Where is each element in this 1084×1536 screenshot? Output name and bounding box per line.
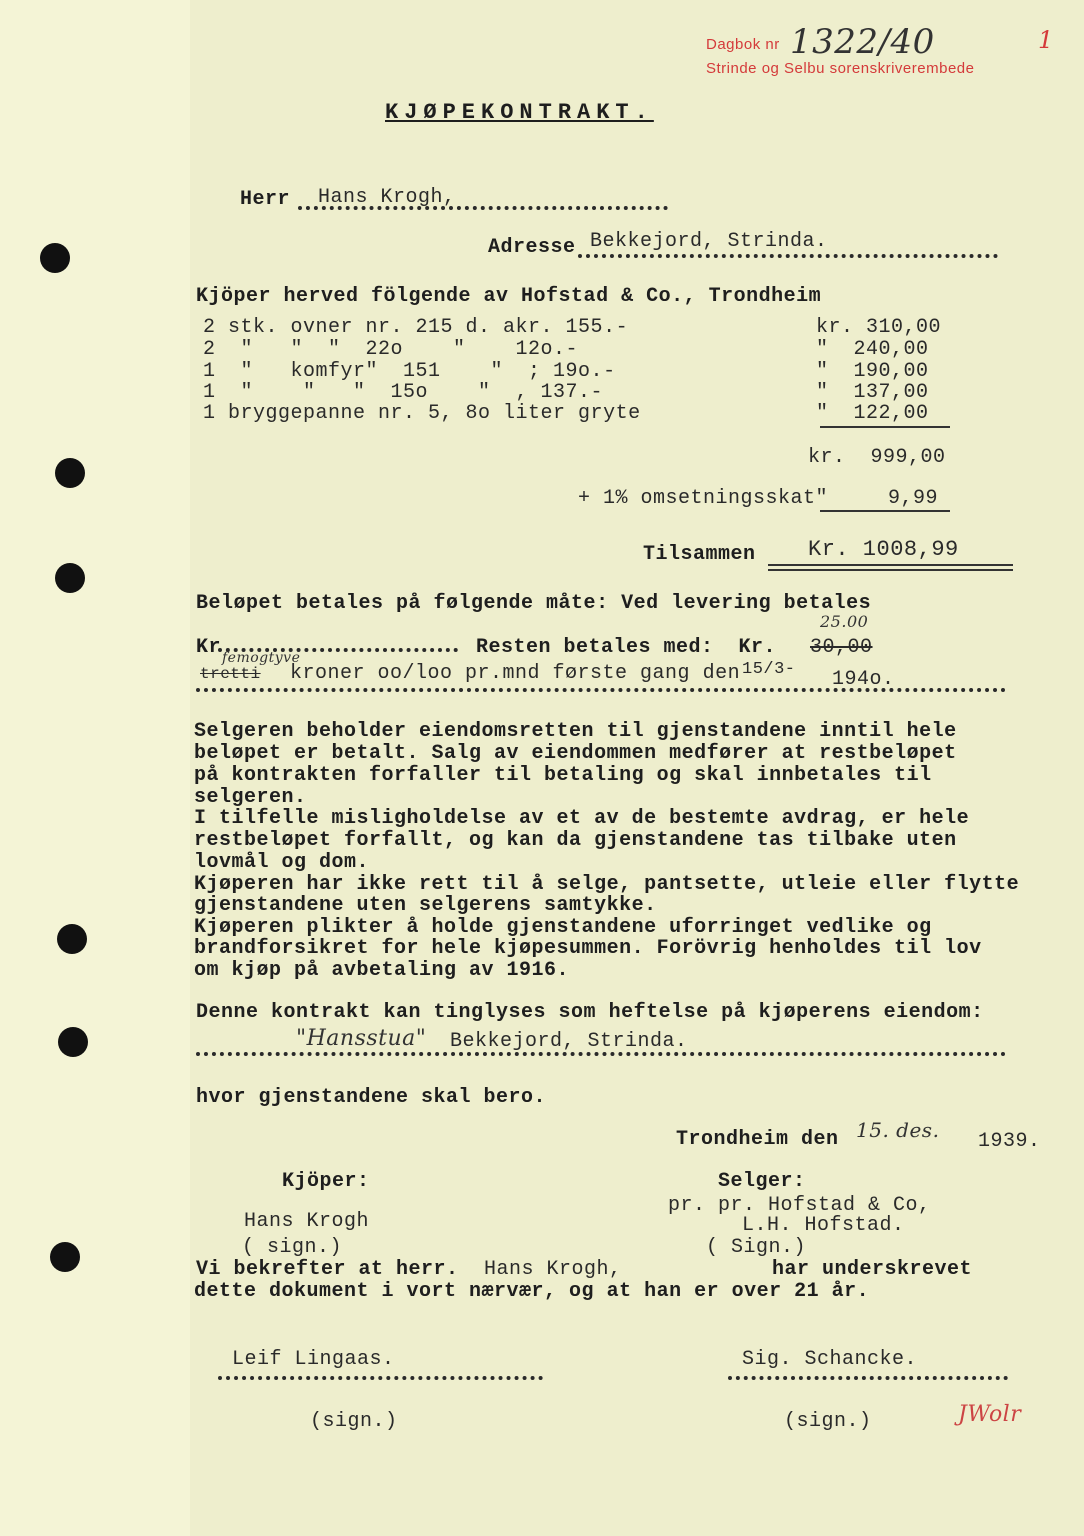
- signing-date: 15. des.: [856, 1118, 940, 1142]
- item-amount: " 137,00: [816, 381, 929, 404]
- total-value: Kr. 1008,99: [808, 537, 959, 562]
- terms-line: I tilfelle misligholdelse av et av de bestemte avdrag, er hele: [194, 807, 970, 830]
- buyer-name: Hans Krogh,: [318, 186, 456, 209]
- address-label: Adresse: [488, 236, 576, 259]
- terms-line: lovmål og dom.: [194, 851, 370, 874]
- terms-line: beløpet er betalt. Salg av eiendommen medfører at restbeløpet: [194, 742, 957, 765]
- kr-label: Kr: [196, 636, 222, 659]
- purchase-intro: Kjöper herved fölgende av Hofstad & Co., Trondheim: [196, 285, 822, 308]
- stamp-dagbok-label: Dagbok nr: [706, 36, 780, 53]
- handwritten-amount: 25.00: [820, 612, 869, 631]
- item-amount: " 240,00: [816, 338, 929, 361]
- buyer-signature-name: Hans Krogh: [244, 1210, 370, 1233]
- left-margin: [0, 0, 190, 1536]
- property-name: "Hansstua": [296, 1026, 427, 1051]
- witness1-name: Leif Lingaas.: [232, 1348, 395, 1371]
- address-value: Bekkejord, Strinda.: [590, 230, 828, 253]
- item-line: 1 bryggepanne nr. 5, 8o liter gryte: [203, 402, 641, 425]
- herr-label: Herr: [240, 188, 291, 211]
- property-address: Bekkejord, Strinda.: [450, 1030, 688, 1053]
- dotted-line: [578, 254, 998, 258]
- terms-line: Kjøperen plikter å holde gjenstandene uforringet vedlike og: [194, 916, 932, 939]
- document-title: KJØPEKONTRAKT.: [385, 100, 654, 125]
- rule-line: [820, 510, 950, 512]
- place-label: Trondheim den: [676, 1128, 839, 1151]
- item-amount: kr. 310,00: [816, 316, 942, 339]
- payment-terms: kroner oo/loo pr.mnd første gang den: [290, 662, 741, 685]
- storage-line: hvor gjenstandene skal bero.: [196, 1086, 547, 1109]
- dotted-line: [728, 1376, 1008, 1380]
- buyer-label: Kjöper:: [282, 1170, 370, 1193]
- dotted-line: [218, 1376, 543, 1380]
- buyer-sign-note: ( sign.): [242, 1236, 343, 1259]
- first-payment-date: 15/3-: [742, 660, 796, 679]
- punch-hole-5: [58, 1027, 88, 1057]
- item-line: 1 " " " 15o " , 137.-: [203, 381, 604, 404]
- seller-sign-note: ( Sign.): [706, 1236, 807, 1259]
- terms-line: Kjøperen har ikke rett til å selge, pantsette, utleie eller flytte: [194, 873, 1020, 896]
- dotted-line: [196, 688, 1006, 692]
- terms-line: selgeren.: [194, 786, 307, 809]
- witness1-sign-note: (sign.): [310, 1410, 398, 1433]
- total-underline: [768, 569, 1013, 571]
- item-line: 1 " komfyr" 151 " ; 19o.-: [203, 360, 616, 383]
- dotted-line: [298, 206, 668, 210]
- rest-label: Resten betales med: Kr.: [476, 636, 777, 659]
- tax-amount: 9,99: [888, 487, 939, 510]
- witness-line1c: har underskrevet: [772, 1258, 973, 1281]
- stamp-number: 1322/40: [790, 22, 935, 62]
- witness-line2: dette dokument i vort nærvær, og at han er over 21 år.: [194, 1280, 870, 1303]
- item-line: 2 " " " 22o " 12o.-: [203, 338, 579, 361]
- seller-line1: pr. pr. Hofstad & Co,: [668, 1194, 931, 1217]
- punch-hole-4: [57, 924, 87, 954]
- punch-hole-1: [40, 243, 70, 273]
- struck-word: tretti: [200, 665, 261, 683]
- punch-hole-3: [55, 563, 85, 593]
- total-underline: [768, 564, 1013, 566]
- terms-line: restbeløpet forfallt, og kan da gjenstandene tas tilbake uten: [194, 829, 957, 852]
- stamp-court-name: Strinde og Selbu sorenskriverembede: [706, 60, 975, 77]
- terms-line: Selgeren beholder eiendomsretten til gjenstandene inntil hele: [194, 720, 957, 743]
- witness2-sign-note: (sign.): [784, 1410, 872, 1433]
- page-mark: 1: [1038, 26, 1054, 54]
- punch-hole-2: [55, 458, 85, 488]
- seller-line2: L.H. Hofstad.: [742, 1214, 905, 1237]
- payment-line: Beløpet betales på følgende måte: Ved levering betales: [196, 592, 872, 615]
- witness-line1a: Vi bekrefter at herr.: [196, 1258, 459, 1281]
- initials: JWolr: [958, 1402, 1022, 1427]
- item-line: 2 stk. ovner nr. 215 d. akr. 155.-: [203, 316, 629, 339]
- item-amount: " 122,00: [816, 402, 929, 425]
- terms-line: på kontrakten forfaller til betaling og skal innbetales til: [194, 764, 932, 787]
- struck-amount: 30,00: [810, 636, 873, 659]
- witness2-name: Sig. Schancke.: [742, 1348, 918, 1371]
- witness-line1b: Hans Krogh,: [484, 1258, 622, 1281]
- item-amount: " 190,00: [816, 360, 929, 383]
- tax-line: + 1% omsetningsskat": [578, 487, 829, 510]
- dotted-line: [196, 1052, 1006, 1056]
- subtotal: kr. 999,00: [808, 446, 946, 469]
- terms-line: gjenstandene uten selgerens samtykke.: [194, 894, 657, 917]
- punch-hole-6: [50, 1242, 80, 1272]
- tinglysing-line: Denne kontrakt kan tinglyses som heftelse på kjøperens eiendom:: [196, 1001, 984, 1024]
- terms-line: om kjøp på avbetaling av 1916.: [194, 959, 570, 982]
- handwritten-word: femogtyve: [222, 650, 301, 666]
- first-payment-year: 194o.: [832, 668, 895, 691]
- signing-year: 1939.: [978, 1130, 1041, 1153]
- rule-line: [820, 426, 950, 428]
- terms-line: brandforsikret for hele kjøpesummen. Forövrig henholdes til lov: [194, 937, 982, 960]
- seller-label: Selger:: [718, 1170, 806, 1193]
- total-label: Tilsammen: [643, 543, 756, 566]
